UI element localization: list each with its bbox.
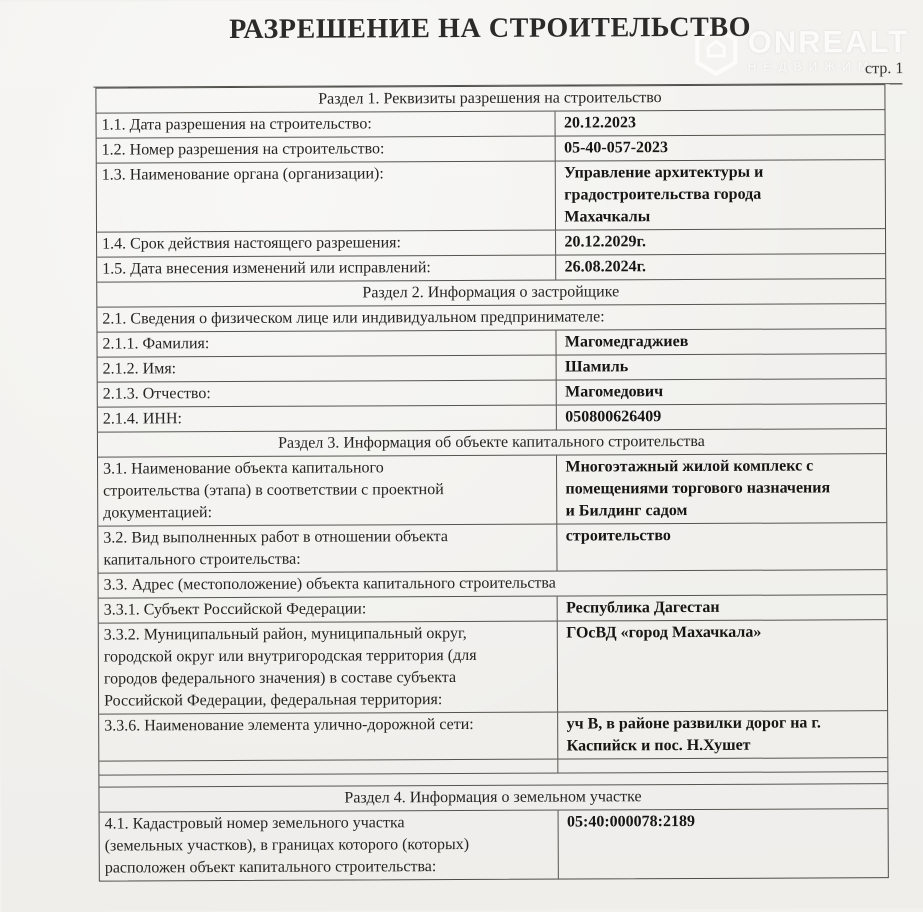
row-label: 3.2. Вид выполненных работ в отношении объекта капитального строительства: bbox=[98, 525, 558, 573]
row-value: уч В, в районе развилки дорог на г. Каспийск и пос. Н.Хушет bbox=[566, 714, 821, 755]
section-header: Раздел 2. Информация о застройщике bbox=[362, 283, 620, 302]
row-2-1-1-surname bbox=[97, 328, 885, 356]
row-3-1-object-name bbox=[98, 453, 886, 525]
row-label: 3.3.2. Муниципальный район, муниципальный округ, городской округ или внутригородская территория (для городов федерального значения) в составе субъекта Российской Федерации, федеральная территория: bbox=[99, 622, 559, 714]
row-label: 2.1.1. Фамилия: bbox=[97, 331, 556, 357]
row-3-2-work-type bbox=[98, 522, 886, 572]
watermark-tagline: НЕДВИЖИМ bbox=[747, 59, 875, 74]
row-label: 1.1. Дата разрешения на строительство: bbox=[97, 112, 556, 138]
row-2-1-4-inn bbox=[98, 403, 886, 431]
row-value: Магомедгаджиев bbox=[564, 333, 689, 351]
row-value: 26.08.2024г. bbox=[564, 258, 647, 276]
section-2-header bbox=[97, 278, 885, 306]
row-label: 2.1.3. Отчество: bbox=[98, 381, 557, 407]
row-1-3-authority-name bbox=[97, 159, 885, 231]
section-header: Раздел 3. Информация об объекте капитального строительства bbox=[278, 432, 705, 452]
watermark-brand: ONREALT bbox=[747, 24, 910, 60]
row-label: 1.3. Наименование органа (организации): bbox=[97, 162, 557, 232]
row-label: 3.3. Адрес (местоположение) объекта капитального строительства bbox=[103, 574, 556, 594]
row-label: 3.1. Наименование объекта капитального строительства (этапа) в соответствии с проектной документацией: bbox=[98, 456, 558, 526]
section-4-header bbox=[99, 783, 887, 811]
permit-table bbox=[95, 84, 888, 881]
row-value: Управление архитектуры и градостроительства города Махачкалы bbox=[564, 163, 764, 226]
row-value: ГОсВД «город Махачкала» bbox=[566, 623, 762, 642]
section-3-header bbox=[98, 428, 886, 456]
row-value: 05:40:000078:2189 bbox=[566, 812, 696, 831]
row-2-1-3-patronymic bbox=[98, 378, 886, 406]
row-value: строительство bbox=[565, 527, 671, 545]
row-label: 3.3.1. Субъект Российской Федерации: bbox=[99, 597, 558, 623]
row-value: Шамиль bbox=[564, 358, 629, 376]
row-3-3-2-municipality bbox=[99, 619, 887, 713]
row-label: 2.1.2. Имя: bbox=[98, 356, 557, 382]
page-number: стр. 1 bbox=[864, 60, 904, 78]
row-3-3-6-street-element bbox=[99, 710, 887, 760]
row-4-1-cadastral-number bbox=[100, 808, 888, 880]
row-3-3-address-header bbox=[99, 569, 887, 597]
row-value: Республика Дагестан bbox=[566, 598, 720, 617]
row-label: 4.1. Кадастровый номер земельного участка (земельных участков), в границах которого (которых) расположен объект капитального строительства: bbox=[100, 811, 560, 881]
row-value: 05-40-057-2023 bbox=[564, 139, 669, 157]
page-title: РАЗРЕШЕНИЕ НА СТРОИТЕЛЬСТВО bbox=[229, 11, 752, 46]
row-2-1-2-firstname bbox=[98, 353, 886, 381]
row-label: 1.5. Дата внесения изменений или исправлений: bbox=[97, 256, 556, 282]
row-1-4-validity-term bbox=[97, 228, 885, 256]
row-label: 1.2. Номер разрешения на строительство: bbox=[97, 137, 556, 163]
row-value: 20.12.2023 bbox=[563, 114, 636, 132]
section-1-header bbox=[96, 85, 884, 112]
row-2-1-individual-info bbox=[97, 303, 885, 331]
row-value: Магомедович bbox=[565, 383, 664, 401]
row-label: 2.1. Сведения о физическом лице или индивидуальном предпринимателе: bbox=[102, 308, 605, 328]
row-value: Многоэтажный жилой комплекс с помещениями торгового назначения и Билдинг садом bbox=[565, 457, 831, 520]
row-1-5-amendment-date bbox=[97, 253, 885, 281]
row-value bbox=[559, 758, 888, 772]
row-value: 20.12.2029г. bbox=[564, 233, 646, 251]
row-label bbox=[99, 760, 558, 775]
section-header: Раздел 4. Информация о земельном участке bbox=[344, 788, 642, 807]
row-label: 3.3.6. Наименование элемента улично-дорожной сети: bbox=[99, 713, 559, 761]
row-1-1-permit-date bbox=[97, 109, 885, 137]
row-label: 2.1.4. ИНН: bbox=[98, 406, 557, 432]
section-header: Раздел 1. Реквизиты разрешения на строительство bbox=[318, 89, 662, 108]
row-1-2-permit-number bbox=[97, 134, 885, 162]
row-3-3-1-federal-subject bbox=[99, 594, 887, 622]
row-value: 050800626409 bbox=[565, 408, 662, 426]
row-label: 1.4. Срок действия настоящего разрешения: bbox=[97, 231, 556, 257]
